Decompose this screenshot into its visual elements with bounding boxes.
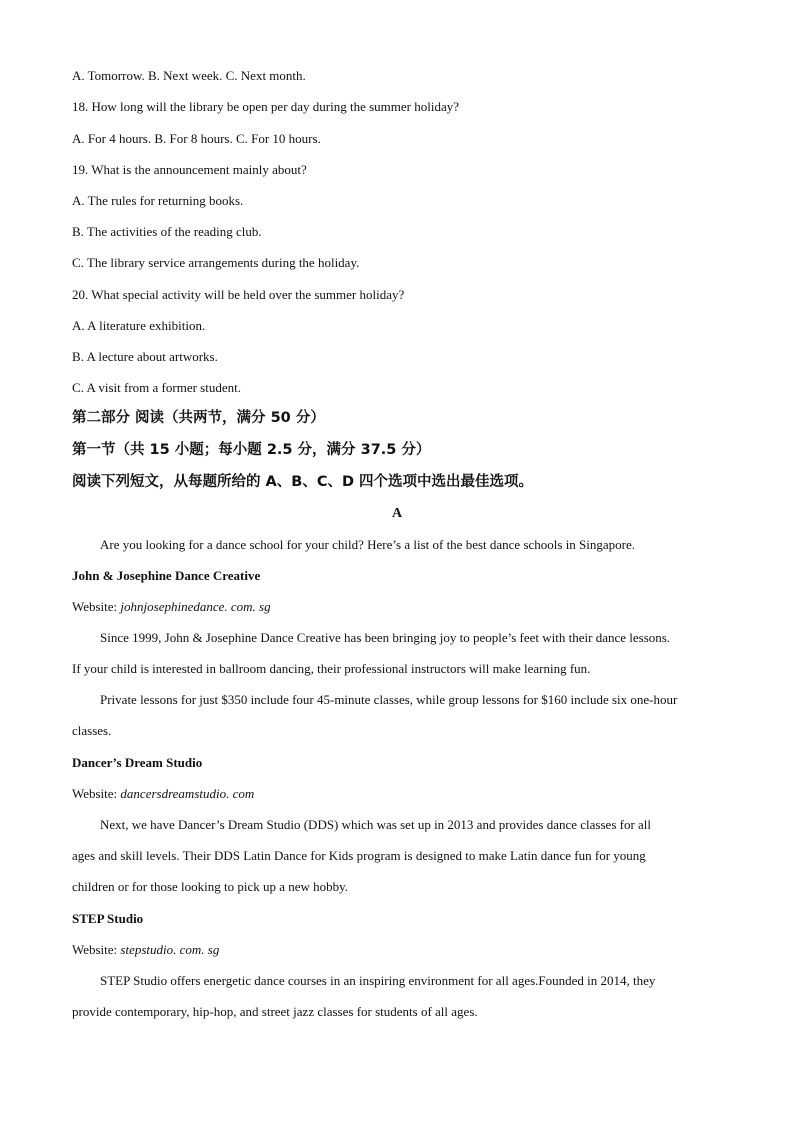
passage-letter: A [391, 506, 403, 521]
school1-paragraph1-line2: If your child is interested in ballroom dancing, their professional instructors will make learning fun. [72, 661, 591, 676]
q18-options: A. For 4 hours. B. For 8 hours. C. For 10 hours. [72, 131, 321, 146]
q19-option-c: C. The library service arrangements during the holiday. [72, 255, 360, 270]
school1-website-line [72, 598, 734, 616]
school1-website: johnjosephinedance. com. sg [120, 599, 271, 614]
website-label: Website: [72, 942, 121, 957]
q18-question: 18. How long will the library be open per day during the summer holiday? [72, 99, 460, 114]
school2-paragraph-line2: ages and skill levels. Their DDS Latin Dance for Kids program is designed to make Latin dance fun for young [72, 848, 646, 863]
school2-website-line [72, 785, 734, 803]
instruction-heading: 阅读下列短文，从每题所给的 A、B、C、D 四个选项中选出最佳选项。 [72, 474, 534, 490]
school3-name: STEP Studio [72, 911, 144, 926]
q20-option-b: B. A lecture about artworks. [72, 349, 218, 364]
q20-option-a: A. A literature exhibition. [72, 318, 206, 333]
school3-paragraph-line2: provide contemporary, hip-hop, and street jazz classes for students of all ages. [72, 1004, 478, 1019]
school2-name: Dancer’s Dream Studio [72, 755, 203, 770]
school2-website: dancersdreamstudio. com [120, 786, 255, 801]
school1-name: John & Josephine Dance Creative [72, 568, 261, 583]
school2-paragraph-line3: children or for those looking to pick up a new hobby. [72, 879, 349, 894]
q20-question: 20. What special activity will be held over the summer holiday? [72, 287, 405, 302]
school3-paragraph-line1: STEP Studio offers energetic dance courses in an inspiring environment for all ages.Founded in 2014, they [100, 973, 656, 988]
school1-paragraph1-line1: Since 1999, John & Josephine Dance Creative has been bringing joy to people’s feet with their dance lessons. [100, 630, 671, 645]
website-label: Website: [72, 599, 121, 614]
q17-options: A. Tomorrow. B. Next week. C. Next month. [72, 68, 306, 83]
school3-website-line [72, 941, 734, 959]
q19-option-b: B. The activities of the reading club. [72, 224, 262, 239]
website-label: Website: [72, 786, 121, 801]
q20-option-c: C. A visit from a former student. [72, 380, 241, 395]
school1-paragraph2-line2: classes. [72, 723, 112, 738]
q19-option-a: A. The rules for returning books. [72, 193, 244, 208]
school1-paragraph2-line1: Private lessons for just $350 include four 45-minute classes, while group lessons for $160 include six one-hour [100, 692, 678, 707]
q19-question: 19. What is the announcement mainly about? [72, 162, 307, 177]
passage-intro: Are you looking for a dance school for your child? Here’s a list of the best dance schools in Singapore. [100, 537, 636, 552]
section-heading: 第一节（共 15 小题；每小题 2.5 分，满分 37.5 分） [72, 442, 431, 458]
school2-paragraph-line1: Next, we have Dancer’s Dream Studio (DDS) which was set up in 2013 and provides dance classes for all [100, 817, 652, 832]
school3-website: stepstudio. com. sg [120, 942, 220, 957]
part-heading: 第二部分 阅读（共两节，满分 50 分） [72, 410, 325, 426]
